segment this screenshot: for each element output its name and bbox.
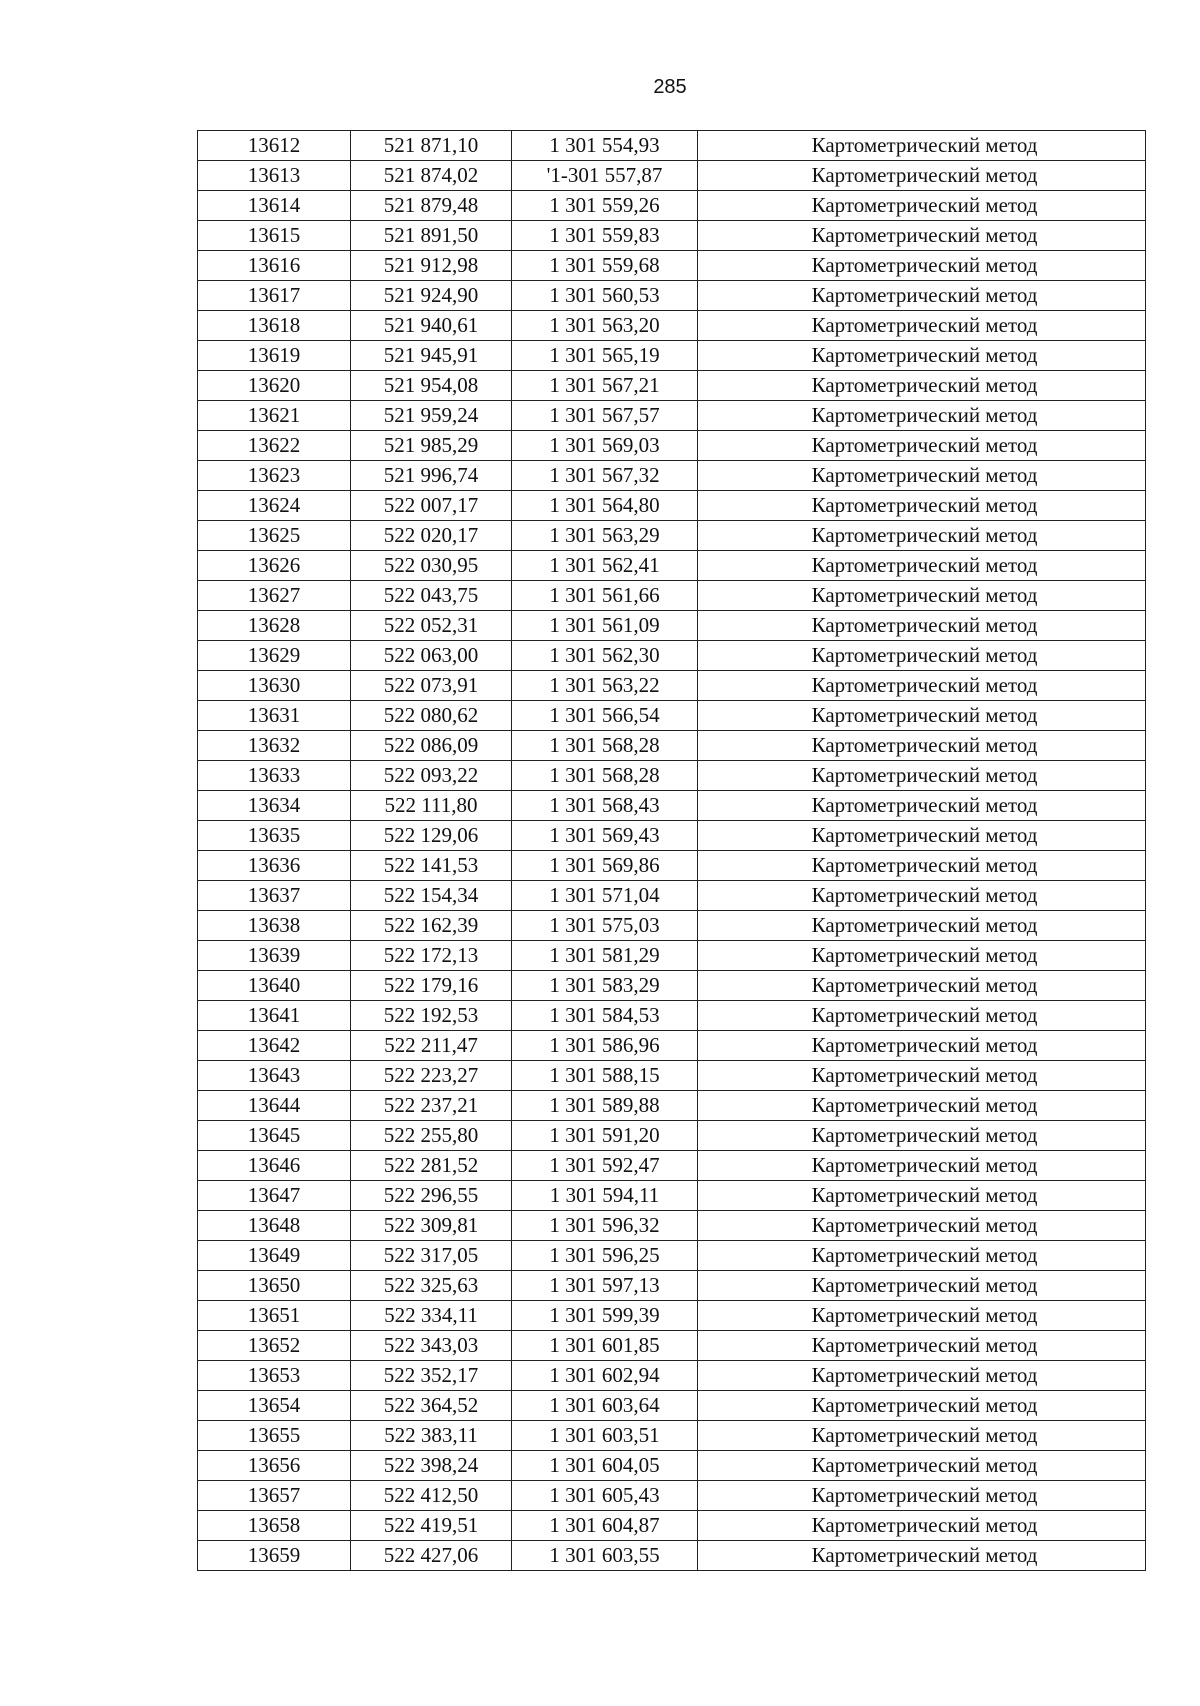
y-coordinate-cell: 1 301 575,03 [512, 911, 698, 941]
x-coordinate-cell: 522 063,00 [351, 641, 512, 671]
table-row [198, 1391, 1146, 1421]
x-coordinate-cell: 522 309,81 [351, 1211, 512, 1241]
x-coordinate-cell: 522 086,09 [351, 731, 512, 761]
table-row [198, 821, 1146, 851]
x-coordinate-cell: 521 954,08 [351, 371, 512, 401]
method-cell: Картометрический метод [698, 701, 1146, 731]
table-row [198, 1121, 1146, 1151]
table-row [198, 671, 1146, 701]
y-coordinate-cell: 1 301 559,68 [512, 251, 698, 281]
method-cell: Картометрический метод [698, 161, 1146, 191]
method-cell: Картометрический метод [698, 1061, 1146, 1091]
point-number-cell: 13628 [198, 611, 351, 641]
x-coordinate-cell: 522 352,17 [351, 1361, 512, 1391]
method-cell: Картометрический метод [698, 1421, 1146, 1451]
point-number-cell: 13615 [198, 221, 351, 251]
table-row [198, 461, 1146, 491]
method-cell: Картометрический метод [698, 1361, 1146, 1391]
y-coordinate-cell: 1 301 563,29 [512, 521, 698, 551]
method-cell: Картометрический метод [698, 341, 1146, 371]
table-row [198, 731, 1146, 761]
point-number-cell: 13619 [198, 341, 351, 371]
table-row [198, 1151, 1146, 1181]
point-number-cell: 13616 [198, 251, 351, 281]
x-coordinate-cell: 521 912,98 [351, 251, 512, 281]
table-row [198, 851, 1146, 881]
point-number-cell: 13642 [198, 1031, 351, 1061]
method-cell: Картометрический метод [698, 581, 1146, 611]
table-row [198, 1091, 1146, 1121]
table-row [198, 161, 1146, 191]
y-coordinate-cell: 1 301 596,25 [512, 1241, 698, 1271]
table-row [198, 281, 1146, 311]
point-number-cell: 13612 [198, 131, 351, 161]
method-cell: Картометрический метод [698, 761, 1146, 791]
point-number-cell: 13629 [198, 641, 351, 671]
x-coordinate-cell: 522 211,47 [351, 1031, 512, 1061]
table-row [198, 1361, 1146, 1391]
x-coordinate-cell: 521 959,24 [351, 401, 512, 431]
method-cell: Картометрический метод [698, 371, 1146, 401]
x-coordinate-cell: 522 398,24 [351, 1451, 512, 1481]
method-cell: Картометрический метод [698, 431, 1146, 461]
y-coordinate-cell: 1 301 568,43 [512, 791, 698, 821]
y-coordinate-cell: 1 301 589,88 [512, 1091, 698, 1121]
table-row [198, 881, 1146, 911]
point-number-cell: 13622 [198, 431, 351, 461]
table-row [198, 551, 1146, 581]
x-coordinate-cell: 522 141,53 [351, 851, 512, 881]
y-coordinate-cell: 1 301 562,30 [512, 641, 698, 671]
y-coordinate-cell: 1 301 571,04 [512, 881, 698, 911]
table-row [198, 311, 1146, 341]
method-cell: Картометрический метод [698, 1031, 1146, 1061]
point-number-cell: 13641 [198, 1001, 351, 1031]
table-row [198, 341, 1146, 371]
x-coordinate-cell: 522 073,91 [351, 671, 512, 701]
x-coordinate-cell: 522 192,53 [351, 1001, 512, 1031]
method-cell: Картометрический метод [698, 281, 1146, 311]
point-number-cell: 13624 [198, 491, 351, 521]
x-coordinate-cell: 522 080,62 [351, 701, 512, 731]
y-coordinate-cell: 1 301 554,93 [512, 131, 698, 161]
table-row [198, 611, 1146, 641]
x-coordinate-cell: 521 996,74 [351, 461, 512, 491]
x-coordinate-cell: 521 871,10 [351, 131, 512, 161]
y-coordinate-cell: 1 301 583,29 [512, 971, 698, 1001]
table-row [198, 701, 1146, 731]
y-coordinate-cell: 1 301 597,13 [512, 1271, 698, 1301]
point-number-cell: 13656 [198, 1451, 351, 1481]
y-coordinate-cell: '1-301 557,87 [512, 161, 698, 191]
table-row [198, 941, 1146, 971]
x-coordinate-cell: 522 223,27 [351, 1061, 512, 1091]
point-number-cell: 13634 [198, 791, 351, 821]
table-row [198, 1061, 1146, 1091]
point-number-cell: 13637 [198, 881, 351, 911]
method-cell: Картометрический метод [698, 551, 1146, 581]
point-number-cell: 13654 [198, 1391, 351, 1421]
table-row [198, 371, 1146, 401]
method-cell: Картометрический метод [698, 1121, 1146, 1151]
x-coordinate-cell: 522 043,75 [351, 581, 512, 611]
point-number-cell: 13640 [198, 971, 351, 1001]
x-coordinate-cell: 522 172,13 [351, 941, 512, 971]
point-number-cell: 13658 [198, 1511, 351, 1541]
x-coordinate-cell: 521 874,02 [351, 161, 512, 191]
table-row [198, 971, 1146, 1001]
point-number-cell: 13625 [198, 521, 351, 551]
method-cell: Картометрический метод [698, 1271, 1146, 1301]
method-cell: Картометрический метод [698, 791, 1146, 821]
method-cell: Картометрический метод [698, 1511, 1146, 1541]
y-coordinate-cell: 1 301 605,43 [512, 1481, 698, 1511]
y-coordinate-cell: 1 301 603,64 [512, 1391, 698, 1421]
point-number-cell: 13621 [198, 401, 351, 431]
table-row [198, 191, 1146, 221]
coordinates-table [197, 130, 1146, 1571]
x-coordinate-cell: 522 129,06 [351, 821, 512, 851]
y-coordinate-cell: 1 301 567,57 [512, 401, 698, 431]
y-coordinate-cell: 1 301 569,03 [512, 431, 698, 461]
y-coordinate-cell: 1 301 584,53 [512, 1001, 698, 1031]
point-number-cell: 13651 [198, 1301, 351, 1331]
y-coordinate-cell: 1 301 563,20 [512, 311, 698, 341]
method-cell: Картометрический метод [698, 521, 1146, 551]
method-cell: Картометрический метод [698, 1331, 1146, 1361]
point-number-cell: 13659 [198, 1541, 351, 1571]
table-row [198, 791, 1146, 821]
table-row [198, 251, 1146, 281]
method-cell: Картометрический метод [698, 1211, 1146, 1241]
y-coordinate-cell: 1 301 563,22 [512, 671, 698, 701]
x-coordinate-cell: 522 154,34 [351, 881, 512, 911]
y-coordinate-cell: 1 301 561,09 [512, 611, 698, 641]
point-number-cell: 13636 [198, 851, 351, 881]
method-cell: Картометрический метод [698, 251, 1146, 281]
x-coordinate-cell: 522 317,05 [351, 1241, 512, 1271]
point-number-cell: 13649 [198, 1241, 351, 1271]
table-row [198, 1031, 1146, 1061]
table-row [198, 1301, 1146, 1331]
y-coordinate-cell: 1 301 603,55 [512, 1541, 698, 1571]
method-cell: Картометрический метод [698, 731, 1146, 761]
y-coordinate-cell: 1 301 562,41 [512, 551, 698, 581]
x-coordinate-cell: 522 343,03 [351, 1331, 512, 1361]
point-number-cell: 13626 [198, 551, 351, 581]
point-number-cell: 13620 [198, 371, 351, 401]
point-number-cell: 13614 [198, 191, 351, 221]
method-cell: Картометрический метод [698, 821, 1146, 851]
point-number-cell: 13618 [198, 311, 351, 341]
y-coordinate-cell: 1 301 596,32 [512, 1211, 698, 1241]
point-number-cell: 13627 [198, 581, 351, 611]
method-cell: Картометрический метод [698, 311, 1146, 341]
x-coordinate-cell: 522 237,21 [351, 1091, 512, 1121]
x-coordinate-cell: 522 419,51 [351, 1511, 512, 1541]
y-coordinate-cell: 1 301 568,28 [512, 761, 698, 791]
method-cell: Картометрический метод [698, 611, 1146, 641]
point-number-cell: 13650 [198, 1271, 351, 1301]
point-number-cell: 13645 [198, 1121, 351, 1151]
x-coordinate-cell: 522 179,16 [351, 971, 512, 1001]
table-row [198, 521, 1146, 551]
y-coordinate-cell: 1 301 591,20 [512, 1121, 698, 1151]
point-number-cell: 13633 [198, 761, 351, 791]
table-row [198, 1451, 1146, 1481]
method-cell: Картометрический метод [698, 1301, 1146, 1331]
y-coordinate-cell: 1 301 564,80 [512, 491, 698, 521]
y-coordinate-cell: 1 301 601,85 [512, 1331, 698, 1361]
table-row [198, 1421, 1146, 1451]
point-number-cell: 13613 [198, 161, 351, 191]
y-coordinate-cell: 1 301 559,83 [512, 221, 698, 251]
table-row [198, 1331, 1146, 1361]
method-cell: Картометрический метод [698, 131, 1146, 161]
point-number-cell: 13635 [198, 821, 351, 851]
method-cell: Картометрический метод [698, 461, 1146, 491]
point-number-cell: 13647 [198, 1181, 351, 1211]
method-cell: Картометрический метод [698, 221, 1146, 251]
method-cell: Картометрический метод [698, 1541, 1146, 1571]
table-row [198, 1271, 1146, 1301]
x-coordinate-cell: 521 879,48 [351, 191, 512, 221]
y-coordinate-cell: 1 301 599,39 [512, 1301, 698, 1331]
y-coordinate-cell: 1 301 561,66 [512, 581, 698, 611]
x-coordinate-cell: 522 296,55 [351, 1181, 512, 1211]
x-coordinate-cell: 522 255,80 [351, 1121, 512, 1151]
method-cell: Картометрический метод [698, 1001, 1146, 1031]
x-coordinate-cell: 522 030,95 [351, 551, 512, 581]
x-coordinate-cell: 522 334,11 [351, 1301, 512, 1331]
x-coordinate-cell: 522 383,11 [351, 1421, 512, 1451]
point-number-cell: 13657 [198, 1481, 351, 1511]
point-number-cell: 13630 [198, 671, 351, 701]
method-cell: Картометрический метод [698, 881, 1146, 911]
method-cell: Картометрический метод [698, 1151, 1146, 1181]
table-row [198, 131, 1146, 161]
y-coordinate-cell: 1 301 594,11 [512, 1181, 698, 1211]
point-number-cell: 13652 [198, 1331, 351, 1361]
method-cell: Картометрический метод [698, 1391, 1146, 1421]
y-coordinate-cell: 1 301 569,86 [512, 851, 698, 881]
table-row [198, 1181, 1146, 1211]
y-coordinate-cell: 1 301 604,87 [512, 1511, 698, 1541]
point-number-cell: 13631 [198, 701, 351, 731]
point-number-cell: 13632 [198, 731, 351, 761]
coordinates-table-body [198, 131, 1146, 1571]
x-coordinate-cell: 522 427,06 [351, 1541, 512, 1571]
table-row [198, 221, 1146, 251]
method-cell: Картометрический метод [698, 1181, 1146, 1211]
x-coordinate-cell: 522 325,63 [351, 1271, 512, 1301]
table-row [198, 1511, 1146, 1541]
x-coordinate-cell: 522 162,39 [351, 911, 512, 941]
table-row [198, 761, 1146, 791]
point-number-cell: 13623 [198, 461, 351, 491]
method-cell: Картометрический метод [698, 671, 1146, 701]
point-number-cell: 13638 [198, 911, 351, 941]
x-coordinate-cell: 522 281,52 [351, 1151, 512, 1181]
y-coordinate-cell: 1 301 588,15 [512, 1061, 698, 1091]
method-cell: Картометрический метод [698, 851, 1146, 881]
y-coordinate-cell: 1 301 581,29 [512, 941, 698, 971]
method-cell: Картометрический метод [698, 1241, 1146, 1271]
point-number-cell: 13617 [198, 281, 351, 311]
x-coordinate-cell: 522 020,17 [351, 521, 512, 551]
table-row [198, 911, 1146, 941]
table-row [198, 1211, 1146, 1241]
table-row [198, 401, 1146, 431]
x-coordinate-cell: 522 364,52 [351, 1391, 512, 1421]
method-cell: Картометрический метод [698, 491, 1146, 521]
method-cell: Картометрический метод [698, 911, 1146, 941]
point-number-cell: 13648 [198, 1211, 351, 1241]
x-coordinate-cell: 521 924,90 [351, 281, 512, 311]
y-coordinate-cell: 1 301 568,28 [512, 731, 698, 761]
x-coordinate-cell: 522 052,31 [351, 611, 512, 641]
method-cell: Картометрический метод [698, 1091, 1146, 1121]
table-row [198, 641, 1146, 671]
x-coordinate-cell: 522 093,22 [351, 761, 512, 791]
y-coordinate-cell: 1 301 567,32 [512, 461, 698, 491]
table-row [198, 431, 1146, 461]
y-coordinate-cell: 1 301 559,26 [512, 191, 698, 221]
method-cell: Картометрический метод [698, 401, 1146, 431]
y-coordinate-cell: 1 301 592,47 [512, 1151, 698, 1181]
page-number: 285 [653, 76, 687, 98]
method-cell: Картометрический метод [698, 941, 1146, 971]
x-coordinate-cell: 522 111,80 [351, 791, 512, 821]
method-cell: Картометрический метод [698, 971, 1146, 1001]
method-cell: Картометрический метод [698, 1481, 1146, 1511]
y-coordinate-cell: 1 301 602,94 [512, 1361, 698, 1391]
x-coordinate-cell: 521 985,29 [351, 431, 512, 461]
y-coordinate-cell: 1 301 565,19 [512, 341, 698, 371]
x-coordinate-cell: 521 945,91 [351, 341, 512, 371]
point-number-cell: 13643 [198, 1061, 351, 1091]
table-row [198, 491, 1146, 521]
point-number-cell: 13646 [198, 1151, 351, 1181]
method-cell: Картометрический метод [698, 1451, 1146, 1481]
table-row [198, 581, 1146, 611]
point-number-cell: 13653 [198, 1361, 351, 1391]
y-coordinate-cell: 1 301 586,96 [512, 1031, 698, 1061]
method-cell: Картометрический метод [698, 641, 1146, 671]
point-number-cell: 13655 [198, 1421, 351, 1451]
table-row [198, 1481, 1146, 1511]
x-coordinate-cell: 521 891,50 [351, 221, 512, 251]
y-coordinate-cell: 1 301 604,05 [512, 1451, 698, 1481]
point-number-cell: 13639 [198, 941, 351, 971]
x-coordinate-cell: 522 412,50 [351, 1481, 512, 1511]
table-row [198, 1001, 1146, 1031]
x-coordinate-cell: 522 007,17 [351, 491, 512, 521]
y-coordinate-cell: 1 301 566,54 [512, 701, 698, 731]
point-number-cell: 13644 [198, 1091, 351, 1121]
x-coordinate-cell: 521 940,61 [351, 311, 512, 341]
y-coordinate-cell: 1 301 603,51 [512, 1421, 698, 1451]
method-cell: Картометрический метод [698, 191, 1146, 221]
y-coordinate-cell: 1 301 560,53 [512, 281, 698, 311]
y-coordinate-cell: 1 301 567,21 [512, 371, 698, 401]
table-row [198, 1241, 1146, 1271]
y-coordinate-cell: 1 301 569,43 [512, 821, 698, 851]
table-row [198, 1541, 1146, 1571]
